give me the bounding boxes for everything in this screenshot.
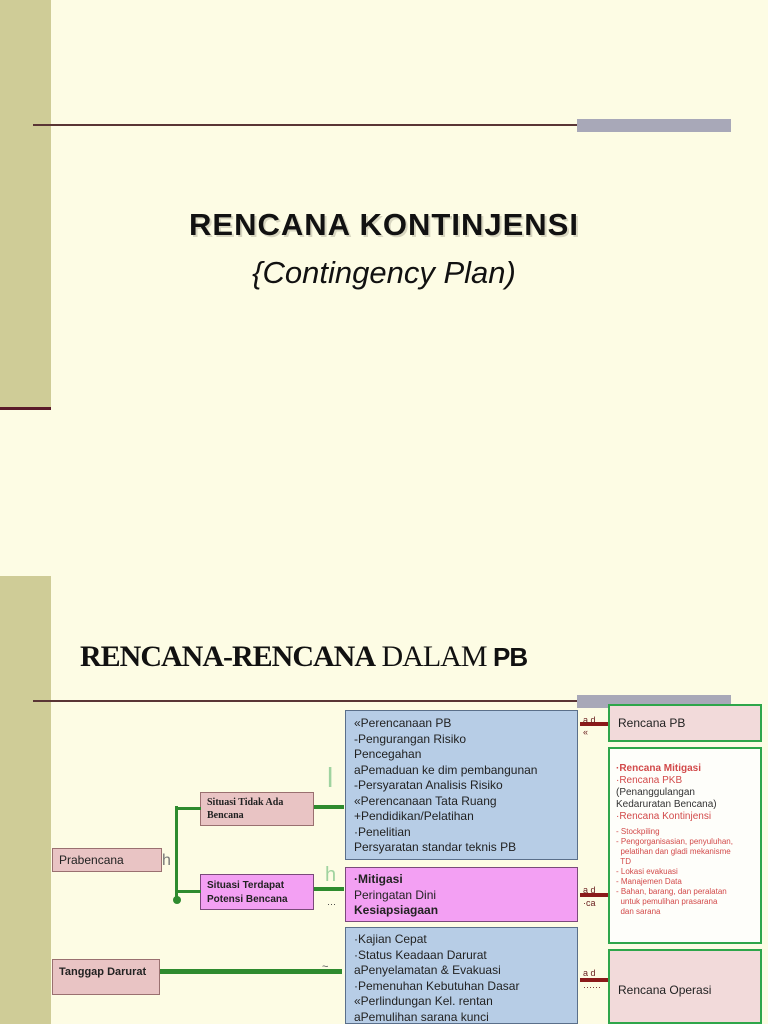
- sub-item: - Manajemen Data: [616, 877, 682, 886]
- stray-mark: h: [325, 864, 337, 886]
- stray-mark: l: [327, 762, 334, 793]
- sidebar-stripe: [0, 0, 51, 410]
- plan-item: ·Rencana Mitigasi: [616, 763, 702, 774]
- plan-item: (Penanggulangan: [616, 787, 695, 798]
- arrow-to-magenta: [314, 887, 344, 891]
- sidebar-tick: [0, 407, 51, 410]
- arrow-to-blue-2: [160, 969, 342, 974]
- connector-vertical: [175, 806, 178, 898]
- plan-item: ·Rencana PKB: [616, 775, 683, 786]
- list-item: ·Penelitian: [354, 824, 411, 839]
- list-item: «Perencanaan Tata Ruang: [354, 793, 497, 808]
- sub-item: untuk pemulihan prasarana: [616, 897, 718, 906]
- list-item: aPemaduan ke dim pembangunan: [354, 762, 538, 777]
- sub-item: - Bahan, barang, dan peralatan: [616, 887, 727, 896]
- connector-to-situation-1: [175, 807, 201, 810]
- rencana-pb-box: Rencana PB: [608, 704, 762, 742]
- preparedness-box: [345, 867, 578, 922]
- page-title: RENCANA KONTINJENSI: [189, 207, 579, 242]
- list-item: ·Pemenuhan Kebutuhan Dasar: [354, 978, 520, 993]
- sub-item: dan sarana: [616, 907, 661, 916]
- stray-mark: h: [162, 852, 171, 869]
- list-item: Peringatan Dini: [354, 887, 437, 902]
- list-item: aPemulihan sarana kunci: [354, 1009, 489, 1024]
- list-item: +Pendidikan/Pelatihan: [354, 809, 474, 823]
- prevention-activities-box: [345, 710, 578, 860]
- phase-tanggap-darurat: Tanggap Darurat: [52, 959, 160, 995]
- list-item: «Perlindungan Kel. rentan: [354, 994, 493, 1008]
- list-item: Pencegahan: [354, 747, 422, 761]
- arrow-to-blue-1: [314, 805, 344, 809]
- stray-mark: ···: [327, 899, 336, 909]
- list-item: aPenyelamatan & Evakuasi: [354, 963, 501, 977]
- list-item: ·Mitigasi: [354, 872, 403, 886]
- list-item: ·Status Keadaan Darurat: [354, 947, 487, 962]
- situation-potential-disaster: Situasi Terdapat Potensi Bencana: [200, 874, 314, 910]
- rencana-operasi-box: Rencana Operasi: [608, 949, 762, 1024]
- list-item: «Perencanaan PB: [354, 716, 452, 730]
- sub-item: TD: [616, 857, 631, 866]
- connector-dot: [173, 896, 181, 904]
- sub-item: - Stockpiling: [616, 827, 660, 836]
- slide-plans: RENCANA-RENCANA DALAM PB Prabencana Tanggap Darurat Situasi Tidak Ada Bencana Situasi Terdapat Potensi Bencana h h l ··· ~ «Perencanaan PB -Pengurangan Risiko Pencegahan aPemaduan ke dim pembangunan -Persyaratan Analisis Risiko «Perencanaan Tata Ruang +Pendidikan/Pelatihan ·Penelitian Persyaratan standar teknis PB ·Mitigasi Peringatan Dini Kesiapsiagaan ·Kajian Cepat ·Status Keadaan Darurat aPenyelamatan & Evakuasi ·Pemenuhan Kebutuhan Dasar «Perlindungan Kel. rentan aPemulihan sarana kunci a d « a d ·ca a d ······ Rencana PB ·Rencana Mitigasi ·Rencana PKB (Penanggulangan Kedaruratan Bencana) ·Rencana Kontinjensi - Stockpiling - Pengorganisasian, penyuluhan, pelatihan dan gladi mekanisme TD - Lokasi evakuasi - Manajemen Data - Bahan, barang, dan peralatan untuk pemulihan prasarana dan sarana Rencana Operasi: [0, 576, 768, 1024]
- list-item: Persyaratan standar teknis PB: [354, 840, 517, 854]
- list-item: -Pengurangan Risiko: [354, 731, 467, 746]
- plan-item: ·Rencana Kontinjensi: [616, 811, 712, 822]
- sub-item: - Pengorganisasian, penyuluhan,: [616, 837, 733, 846]
- list-item: Kesiapsiagaan: [354, 903, 439, 917]
- section-title: RENCANA-RENCANA DALAM PB: [80, 640, 528, 673]
- plan-item: Kedaruratan Bencana): [616, 799, 717, 810]
- list-item: -Persyaratan Analisis Risiko: [354, 778, 503, 792]
- list-item: ·Kajian Cepat: [354, 932, 427, 946]
- sidebar-stripe: [0, 576, 51, 1024]
- sub-item: - Lokasi evakuasi: [616, 867, 678, 876]
- page-subtitle: {Contingency Plan): [252, 255, 516, 290]
- plans-detail-box: [608, 747, 762, 944]
- header-accent-bar: [577, 119, 731, 132]
- stray-mark: ~: [322, 961, 329, 973]
- phase-prabencana: Prabencana: [52, 848, 162, 872]
- emergency-response-box: [345, 927, 578, 1024]
- situation-no-disaster: Situasi Tidak Ada Bencana: [200, 792, 314, 826]
- connector-to-situation-2: [175, 890, 201, 893]
- sub-item: pelatihan dan gladi mekanisme: [616, 847, 731, 856]
